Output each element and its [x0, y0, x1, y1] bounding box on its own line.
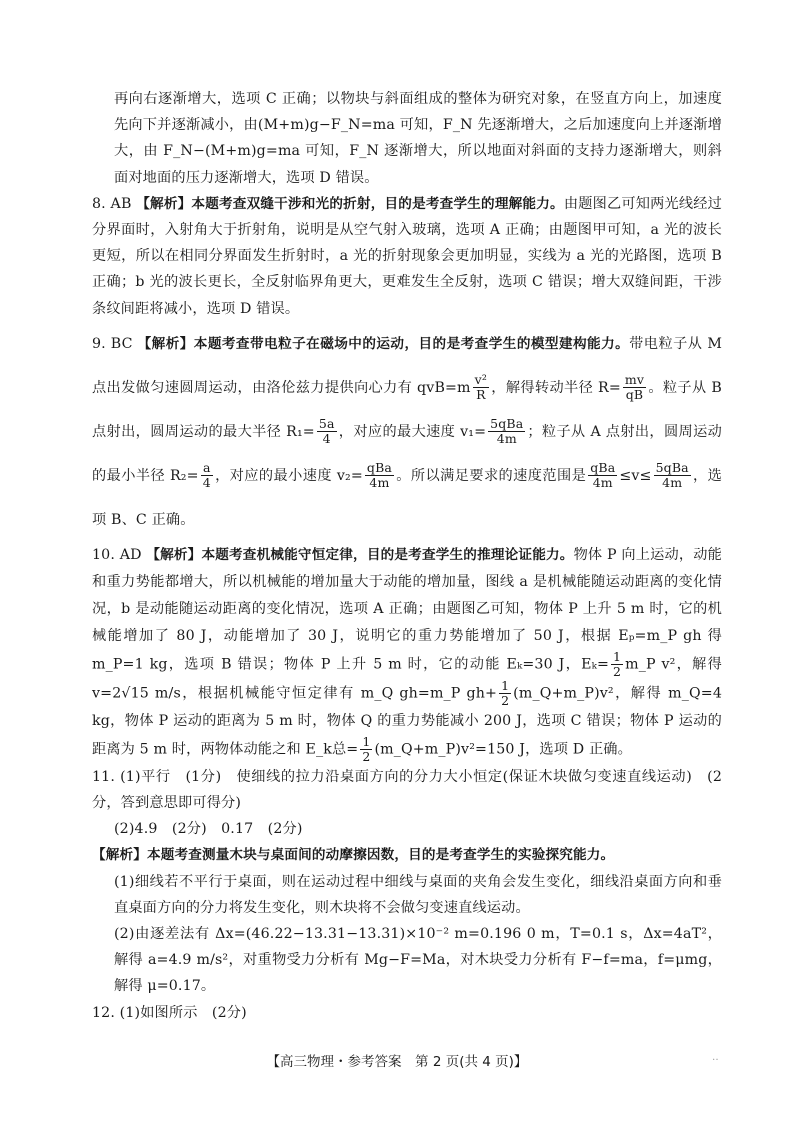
numerator: a: [201, 461, 213, 476]
denominator: 2: [612, 663, 622, 679]
q10-text-3: (m_Q+m_P)v²，解得 m_Q=4 kg，物体 P 运动的距离为 5 m 时，物体 Q 的重力势能减小 200 J，选项 C 错误；物体 P 运动的距离为 5 m 时，两物体动能之和 E_k总=: [92, 685, 722, 758]
denominator: R: [476, 387, 486, 403]
q9-text-9: ，选项 B、C 正确。: [92, 467, 722, 528]
q10-answer: [92, 542, 722, 764]
q9-text-4: ，对应的最大速度 v₁=: [338, 423, 487, 440]
fraction: [365, 461, 394, 490]
fraction: [201, 461, 213, 490]
q11-analysis-head: [92, 842, 722, 868]
q9-text-2: ，解得转动半径 R=: [491, 379, 621, 396]
fraction: [488, 417, 525, 446]
numerator: 5a: [318, 416, 335, 432]
q9-answer: [92, 322, 722, 542]
q11-answer-line-1: 11. (1)平行 (1分) 使细线的拉力沿桌面方向的分力大小恒定(保证木块做匀变速直线运动) (2分，答到意思即可得分): [92, 768, 722, 812]
fraction: [611, 650, 623, 679]
numerator: 1: [612, 648, 622, 664]
denominator: 4m: [662, 475, 683, 491]
fraction: [473, 373, 489, 402]
q10-text-1: 物体 P 向上运动，动能和重力势能都增大，所以机械能的增加量大于动能的增加量，图线 a 是机械能随运动距离的变化情况，b 是动能随运动距离的变化情况，选项 A 正确；由题图乙可知，物体 P 上升 5 m 时，它的机械能增加了 80 J，动能增加了 30 J，说明它的重力势能增加了 50 J，根据 Eₚ=m_P gh 得 m_P=1 kg，选项 B 错误；物体 P 上升 5 m 时，它的动能 Eₖ=30 J，Eₖ=: [92, 546, 722, 673]
q9-text-1: 带电粒子从 M 点出发做匀速圆周运动，由洛伦兹力提供向心力有 qvB=m: [92, 335, 722, 396]
fraction: [654, 461, 691, 490]
fraction: [360, 735, 372, 764]
numerator: 1: [501, 677, 510, 693]
denominator: 2: [362, 748, 371, 764]
q10-text-2: m_P v²，解得 v=2√15 m/s，根据机械能守恒定律有 m_Q gh=m_P gh+: [92, 656, 722, 702]
q10-number: 10. AD: [92, 546, 142, 563]
q9-text-7: 。所以满足要求的速度范围是: [396, 467, 587, 484]
q9-analysis-head: 【解析】本题考查带电粒子在磁场中的运动，目的是考查学生的模型建构能力。: [137, 335, 630, 352]
q8-analysis-body: 由题图乙可知两光线经过分界面时，入射角大于折射角，说明是从空气射入玻璃，选项 A 正确；由题图甲可知，a 光的波长更短，所以在相同分界面发生折射时，a 光的折射现象会更加明显，实线为 a 光的光路图，选项 B 正确；b 光的波长更长，全反射临界角更大，更难发生全反射，选项 C 错误；增大双缝间距，干涉条纹间距将减小，选项 D 错误。: [92, 195, 723, 317]
q8-answer: [92, 191, 722, 322]
denominator: 4: [322, 431, 331, 447]
denominator: 4m: [369, 475, 390, 491]
numerator: qBa: [590, 460, 616, 476]
q9-text-8: ≤v≤: [619, 467, 652, 484]
q8-analysis-head: 【解析】本题考查双缝干涉和光的折射，目的是考查学生的理解能力。: [136, 195, 564, 212]
q11-analysis-1: (1)细线若不平行于桌面，则在运动过程中细线与桌面的夹角会发生变化，细线沿桌面方向和垂直桌面方向的分力将发生变化，则木块将不会做匀变速直线运动。: [114, 873, 722, 916]
answer-content: [92, 86, 722, 1026]
numerator: 5qBa: [655, 460, 689, 476]
q11-answer-line-2: (2)4.9 (2分) 0.17 (2分): [114, 821, 303, 838]
q9-text-5: ；粒子从 A 点射出，圆周运动的最小半径 R₂=: [92, 423, 722, 484]
numerator: qBa: [366, 460, 393, 476]
q12-answer-line-1: 12. (1)如图所示 (2分): [92, 1004, 247, 1021]
q9-number: 9. BC: [92, 335, 133, 352]
q10-text-4: (m_Q+m_P)v²=150 J，选项 D 正确。: [374, 741, 632, 758]
q11-analysis-2: (2)由逐差法有 Δx=(46.22−13.31−13.31)×10⁻² m=0.196 0 m，T=0.1 s，Δx=4aT²，解得 a=4.9 m/s²，对重物受力分析有 Mg−F=Ma，对木块受力分析有 F−f=ma，f=μmg，解得 μ=0.17。: [114, 926, 722, 995]
page-footer: 【高三物理・参考答案 第 2 页(共 4 页)】: [266, 1054, 528, 1070]
q9-text-3: 。粒子从 B 点射出，圆周运动的最大半径 R₁=: [92, 379, 722, 440]
q10-analysis-head: 【解析】本题考查机械能守恒定律，目的是考查学生的推理论证能力。: [146, 546, 574, 563]
numerator: v²: [474, 372, 488, 388]
footer-dots: ‥: [712, 1052, 719, 1063]
denominator: qB: [625, 387, 644, 403]
numerator: 5qBa: [490, 416, 524, 432]
fraction: [588, 461, 617, 490]
q8-number: 8. AB: [92, 195, 132, 212]
fraction: [499, 679, 511, 708]
denominator: 4: [202, 475, 211, 491]
numerator: mv: [624, 372, 645, 388]
fraction: [623, 373, 646, 402]
denominator: 4m: [592, 475, 613, 491]
q7-continuation: 再向右逐渐增大，选项 C 正确；以物块与斜面组成的整体为研究对象，在竖直方向上，加速度先向下并逐渐减小，由(M+m)g−F_N=ma 可知，F_N 先逐渐增大，之后加速度向上并逐渐增大，由 F_N−(M+m)g=ma 可知，F_N 逐渐增大，所以地面对斜面的支持力逐渐增大，则斜面对地面的压力逐渐增大，选项 D 错误。: [114, 91, 722, 186]
denominator: 4m: [496, 431, 517, 447]
q11-analysis-head-text: 【解析】本题考查测量木块与桌面间的动摩擦因数，目的是考查学生的实验探究能力。: [92, 847, 615, 864]
numerator: 1: [362, 733, 371, 749]
q9-text-6: ，对应的最小速度 v₂=: [214, 467, 363, 484]
fraction: [317, 417, 337, 446]
denominator: 2: [501, 692, 510, 708]
